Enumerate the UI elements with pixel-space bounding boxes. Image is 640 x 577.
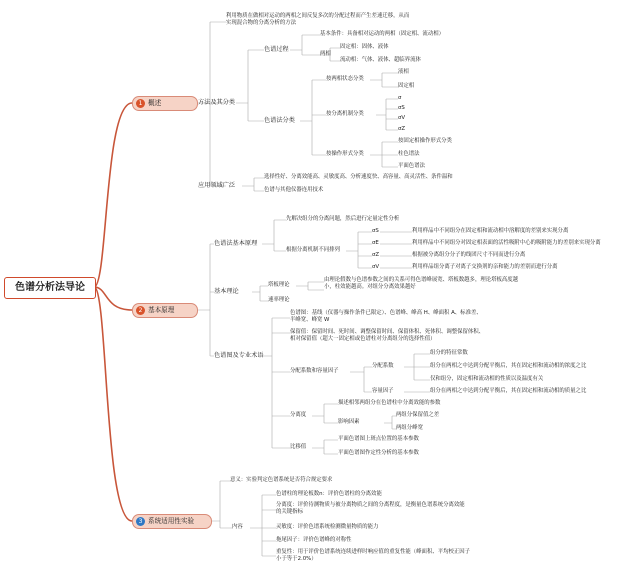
topic-principles[interactable] <box>132 303 198 318</box>
node-rate-theory[interactable]: 速率理论 <box>268 297 290 303</box>
node-plate-theory[interactable]: 塔板理论 <box>268 282 290 288</box>
node-capacity-desc[interactable]: 组分在两相之中达到分配平衡后，其在固定相和流动相的质量之比 <box>430 388 587 394</box>
node-content-3[interactable]: 灵敏度：评价色谱系统检测微量物质的能力 <box>276 524 379 530</box>
node-mech-desc-4[interactable]: 利用样品组分离子对离子交换剂的亲和能力的差别而进行分离 <box>412 264 558 270</box>
node-process[interactable]: 色谱过程 <box>264 46 289 53</box>
node-mech-desc-3[interactable]: 根据被分离组分分子的线团尺寸不同而进行分离 <box>412 252 526 258</box>
node-phases[interactable]: 两相 <box>320 51 331 57</box>
node-mech-key-4[interactable]: σV <box>372 264 380 270</box>
node-stationary-phase[interactable]: 固定相：固体、液体 <box>340 44 389 50</box>
node-factor-2[interactable]: 两组分峰宽 <box>396 425 423 431</box>
topic-label: 系统适用性实验 <box>148 517 195 525</box>
node-meaning[interactable]: 意义：实验判定色谱系统是否符合规定要求 <box>230 477 333 483</box>
topic-suitability[interactable] <box>132 514 212 529</box>
node-content-1[interactable]: 色谱柱的理论板数n：评价色谱柱的分离效能 <box>276 491 382 497</box>
node-by-phase-state[interactable]: 按两相状态分类 <box>326 76 364 82</box>
node-content[interactable]: 内容 <box>232 524 243 530</box>
number-badge: 1 <box>136 99 145 108</box>
root-topic[interactable]: 色谱分析法导论 <box>4 277 96 299</box>
node-resolution-desc[interactable]: 描述相邻两组分在色谱柱中分离效能的参数 <box>338 400 441 406</box>
node-terms[interactable]: 色谱图及专业术语 <box>214 352 264 359</box>
node-basic-condition[interactable]: 基本条件：具备相对运动的两相（固定相、流动相） <box>320 31 444 37</box>
node-mech-key-3[interactable]: σZ <box>372 252 380 258</box>
node-mech-desc-1[interactable]: 利用样品中不同组分在固定相和流动相中溶解度的差别来实现分离 <box>412 228 569 234</box>
node-rf-1[interactable]: 平面色谱图上斑点位置的基本参数 <box>338 436 419 442</box>
node-partition[interactable]: 分配系数和容量因子 <box>290 368 339 374</box>
node-content-4[interactable]: 拖尾因子：评价色谱峰的对称性 <box>276 537 352 543</box>
node-factor-1[interactable]: 两组分保留值之差 <box>396 412 440 418</box>
node-content-2[interactable]: 分离度：评价待测物质与被分离物质之间的分离程度，是衡量色谱系统分离效能的关键指标 <box>276 502 465 515</box>
node-rf-2[interactable]: 平面色谱图作定性分析的基本参数 <box>338 450 419 456</box>
node-mech-1[interactable]: σ <box>398 95 402 101</box>
node-resolution[interactable]: 分离度 <box>290 412 307 418</box>
node-app-advantages[interactable]: 选择性好、分离效能高、灵敏度高、分析速度快、高容量、高灵活性、条件温和 <box>264 174 453 180</box>
node-classification[interactable]: 色谱法分类 <box>264 117 295 124</box>
number-badge: 3 <box>136 517 145 526</box>
node-by-operation[interactable]: 按操作形式分类 <box>326 151 364 157</box>
node-plate-desc[interactable]: 由理论假数与色谱参数之间的关系可得色谱峰展宽、塔板数越多，理论塔板高度越小，柱效能越高。对组分分离效果越好 <box>324 277 519 290</box>
topic-label: 概述 <box>148 99 162 107</box>
node-separate-first[interactable]: 先解决组分的分离问题，然后进行定量定性分析 <box>286 216 400 222</box>
node-mech-desc-2[interactable]: 利用样品中不同组分对固定相表面的活性吸附中心的吸附能力的差别来实现分离 <box>412 240 601 246</box>
node-mobile-phase[interactable]: 流动相：气体、液体、超临界流体 <box>340 57 421 63</box>
node-app-hyphenated[interactable]: 色谱与其他仪器连用技术 <box>264 187 324 193</box>
node-op-3[interactable]: 平面色谱法 <box>398 163 425 169</box>
node-factors[interactable]: 影响因素 <box>338 419 360 425</box>
node-op-1[interactable]: 按固定相操作形式分类 <box>398 138 452 144</box>
node-mech-2[interactable]: σS <box>398 105 405 111</box>
node-mech-4[interactable]: σZ <box>398 126 406 132</box>
node-rf[interactable]: 比移值 <box>290 444 307 450</box>
node-coef-3[interactable]: 仅和组分，固定相和流动相的性质以及温度有关 <box>430 376 544 382</box>
node-mech-3[interactable]: σV <box>398 115 406 121</box>
number-badge: 2 <box>136 306 145 315</box>
node-content-5[interactable]: 重复性：用于评价色谱系统连续进样时响应值的重复性能（峰面积、平均校正因子小于等于2.0%） <box>276 549 471 562</box>
node-basic-principle[interactable]: 色谱法基本原理 <box>214 240 258 247</box>
node-coef-2[interactable]: 组分在两相之中达到分配平衡后，其在固定相和流动相的浓度之比 <box>430 363 587 369</box>
node-applications[interactable]: 应用领域广泛 <box>198 182 236 189</box>
node-capacity[interactable]: 容量因子 <box>372 388 394 394</box>
node-mech-key-1[interactable]: σS <box>372 228 379 234</box>
node-retention[interactable]: 保留值：保留时间、死时间、调整保留时间、保留体积、死体积、调整保留体积、相对保留值（超大一固定相或色谱柱对分离组分的选择性值） <box>290 329 485 342</box>
node-by-mechanism-list[interactable]: 根据分离机制不同排列 <box>286 247 340 253</box>
node-by-mechanism[interactable]: 按分离机制分类 <box>326 111 364 117</box>
node-coef-1[interactable]: 组分的特征常数 <box>430 350 468 356</box>
node-chromatogram[interactable]: 色谱图：基线（仪器与操作条件已限定）、色谱峰、峰高 H、峰面积 A、标准差、半峰宽、峰宽 W <box>290 310 482 323</box>
node-definition[interactable]: 利用物质在做相对运动的两相之间反复多次的分配过程而产生差速迁移，从而实现混合物的分离分析的方法 <box>226 13 410 26</box>
node-partition-coef[interactable]: 分配系数 <box>372 363 394 369</box>
node-methods[interactable]: 方法及其分类 <box>198 99 236 106</box>
node-op-2[interactable]: 柱色谱法 <box>398 151 420 157</box>
node-basic-theory[interactable]: 基本理论 <box>214 288 239 295</box>
topic-overview[interactable] <box>132 96 198 111</box>
node-mech-key-2[interactable]: σE <box>372 240 379 246</box>
node-gas[interactable]: 固定相 <box>398 83 415 89</box>
node-liquid[interactable]: 液相 <box>398 69 409 75</box>
topic-label: 基本原理 <box>148 306 175 314</box>
